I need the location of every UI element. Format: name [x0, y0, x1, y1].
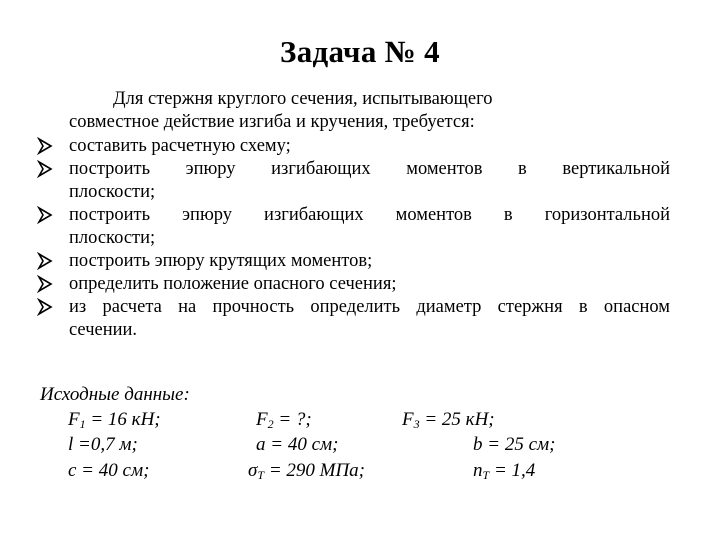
arrow-bullet-icon [37, 206, 53, 224]
task-text: построить эпюру изгибающих моментов в горизонтальной [69, 205, 670, 225]
task-list [37, 135, 670, 342]
param-F3: $F_3 = 25$ кН; [402, 409, 495, 431]
task-text-cont: сечении. [69, 320, 138, 340]
param-F1: $F_1 = 16$ кН; [68, 409, 161, 431]
task-text: определить положение опасного сечения; [69, 274, 397, 294]
task-text: из расчета на прочность определить диаметр стержня в опасном [69, 297, 670, 317]
arrow-bullet-icon [37, 160, 53, 178]
param-sigma: $\sigma_T = 290$ МПа; [248, 460, 366, 482]
task-item [37, 135, 670, 158]
task-item [37, 250, 670, 273]
task-item [37, 296, 670, 342]
task-text: составить расчетную схему; [69, 136, 291, 156]
source-data-heading: Исходные данные: [40, 384, 190, 405]
task-text-cont: плоскости; [69, 182, 156, 202]
task-item [37, 158, 670, 204]
page-title: Задача № 4 [280, 34, 440, 69]
intro-line-2: совместное действие изгиба и кручения, требуется: [69, 112, 475, 132]
param-l: l =0,7 м; [68, 434, 138, 455]
arrow-bullet-icon [37, 137, 53, 155]
param-b: b = 25 см; [473, 434, 556, 455]
param-F2: $F_2$ = ?; [256, 409, 312, 431]
arrow-bullet-icon [37, 252, 53, 270]
param-n: $n_T = 1,4$ [473, 460, 536, 482]
task-item [37, 204, 670, 250]
arrow-bullet-icon [37, 275, 53, 293]
task-text: построить эпюру изгибающих моментов в вертикальной [69, 159, 670, 179]
param-c: c = 40 см; [68, 460, 150, 481]
intro-line-1: Для стержня круглого сечения, испытывающего [113, 89, 493, 109]
task-item [37, 273, 670, 296]
task-text-cont: плоскости; [69, 228, 156, 248]
task-text: построить эпюру крутящих моментов; [69, 251, 373, 271]
arrow-bullet-icon [37, 298, 53, 316]
param-a: a = 40 см; [256, 434, 339, 455]
intro-paragraph [69, 88, 669, 134]
